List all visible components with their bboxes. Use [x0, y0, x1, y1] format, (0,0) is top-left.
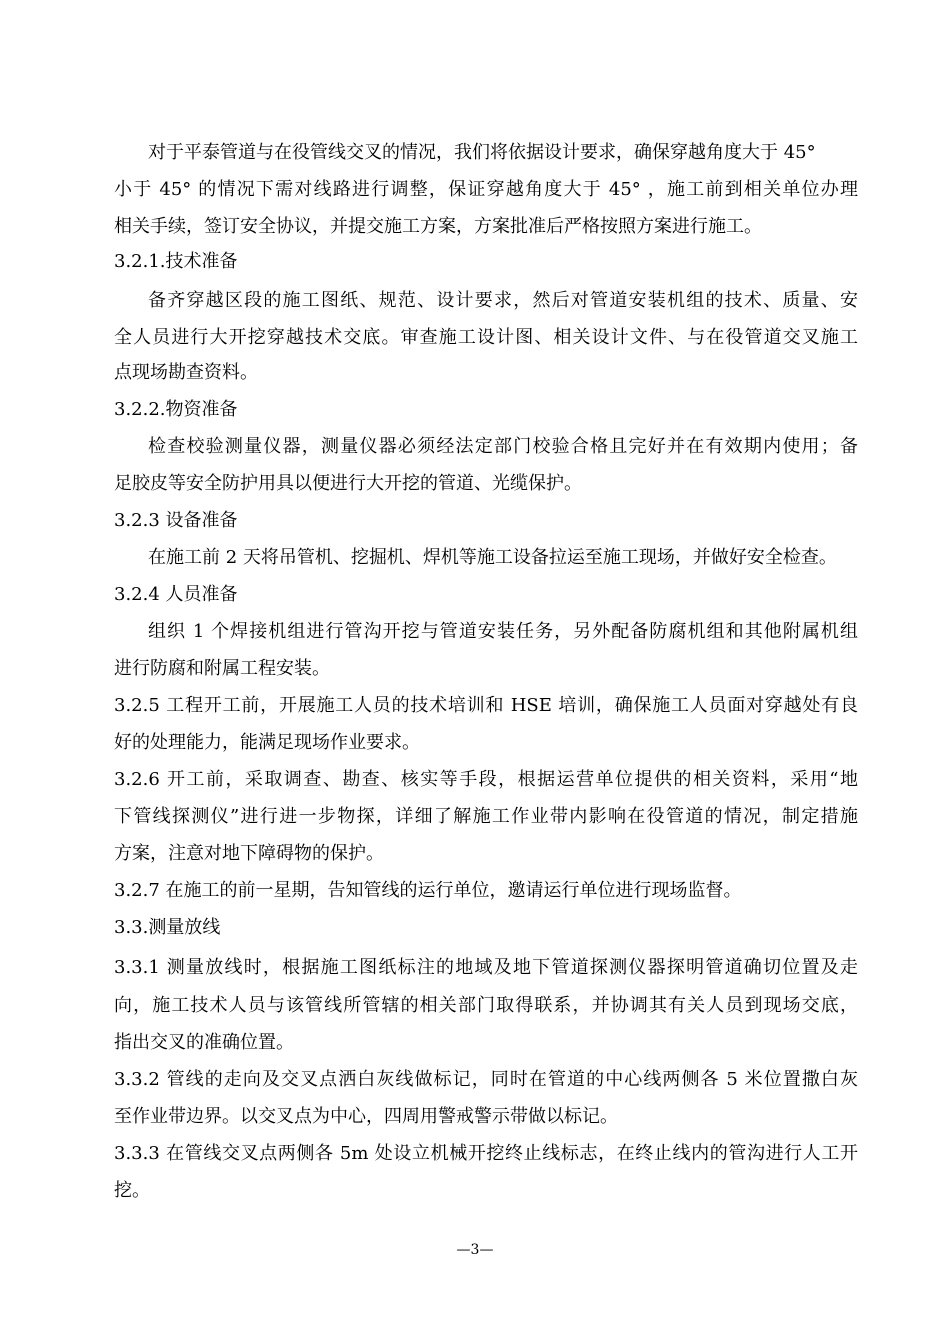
- section-heading: 3.2.3 设备准备: [114, 510, 238, 531]
- text-line: 3.3.3 在管线交叉点两侧各 5m 处设立机械开挖终止线标志，在终止线内的管沟进行人工开: [114, 1143, 858, 1164]
- text-line: 3.3.2 管线的走向及交叉点洒白灰线做标记，同时在管道的中心线两侧各 5 米位置撒白灰: [114, 1069, 858, 1090]
- text-line: 点现场勘查资料。: [114, 362, 258, 383]
- text-line: 向，施工技术人员与该管线所管辖的相关部门取得联系，并协调其有关人员到现场交底，: [114, 995, 858, 1016]
- text-line: 3.2.7 在施工的前一星期，告知管线的运行单位，邀请运行单位进行现场监督。: [114, 880, 742, 901]
- text-line: 小于 45° 的情况下需对线路进行调整，保证穿越角度大于 45° ，施工前到相关单位办理: [114, 179, 858, 200]
- text-line: 检查校验测量仪器，测量仪器必须经法定部门校验合格且完好并在有效期内使用；备: [148, 436, 858, 457]
- text-line: 好的处理能力，能满足现场作业要求。: [114, 732, 420, 753]
- section-heading: 3.3.测量放线: [114, 917, 221, 938]
- text-line: 挖。: [114, 1180, 150, 1201]
- text-line: 至作业带边界。以交叉点为中心，四周用警戒警示带做以标记。: [114, 1106, 618, 1127]
- text-line: 相关手续，签订安全协议，并提交施工方案，方案批准后严格按照方案进行施工。: [114, 216, 762, 237]
- page-number: —3—: [456, 1242, 494, 1258]
- text-line: 备齐穿越区段的施工图纸、规范、设计要求，然后对管道安装机组的技术、质量、安: [148, 290, 858, 311]
- text-line: 下管线探测仪”进行进一步物探，详细了解施工作业带内影响在役管道的情况，制定措施: [114, 806, 858, 827]
- text-line: 在施工前 2 天将吊管机、挖掘机、焊机等施工设备拉运至施工现场，并做好安全检查。: [148, 547, 837, 568]
- text-line: 3.3.1 测量放线时，根据施工图纸标注的地域及地下管道探测仪器探明管道确切位置及走: [114, 957, 858, 978]
- text-line: 进行防腐和附属工程安装。: [114, 658, 330, 679]
- text-line: 方案，注意对地下障碍物的保护。: [114, 843, 384, 864]
- section-heading: 3.2.4 人员准备: [114, 584, 238, 605]
- section-heading: 3.2.1.技术准备: [114, 251, 238, 272]
- text-line: 对于平泰管道与在役管线交叉的情况，我们将依据设计要求，确保穿越角度大于 45°: [148, 142, 816, 163]
- text-line: 3.2.5 工程开工前，开展施工人员的技术培训和 HSE 培训，确保施工人员面对穿越处有良: [114, 695, 858, 716]
- section-heading: 3.2.2.物资准备: [114, 399, 238, 420]
- text-line: 全人员进行大开挖穿越技术交底。审查施工设计图、相关设计文件、与在役管道交叉施工: [114, 327, 858, 348]
- text-line: 3.2.6 开工前，采取调查、勘查、核实等手段，根据运营单位提供的相关资料，采用“地: [114, 769, 858, 790]
- text-line: 指出交叉的准确位置。: [114, 1032, 294, 1053]
- text-line: 组织 1 个焊接机组进行管沟开挖与管道安装任务，另外配备防腐机组和其他附属机组: [148, 621, 858, 642]
- text-line: 足胶皮等安全防护用具以便进行大开挖的管道、光缆保护。: [114, 473, 582, 494]
